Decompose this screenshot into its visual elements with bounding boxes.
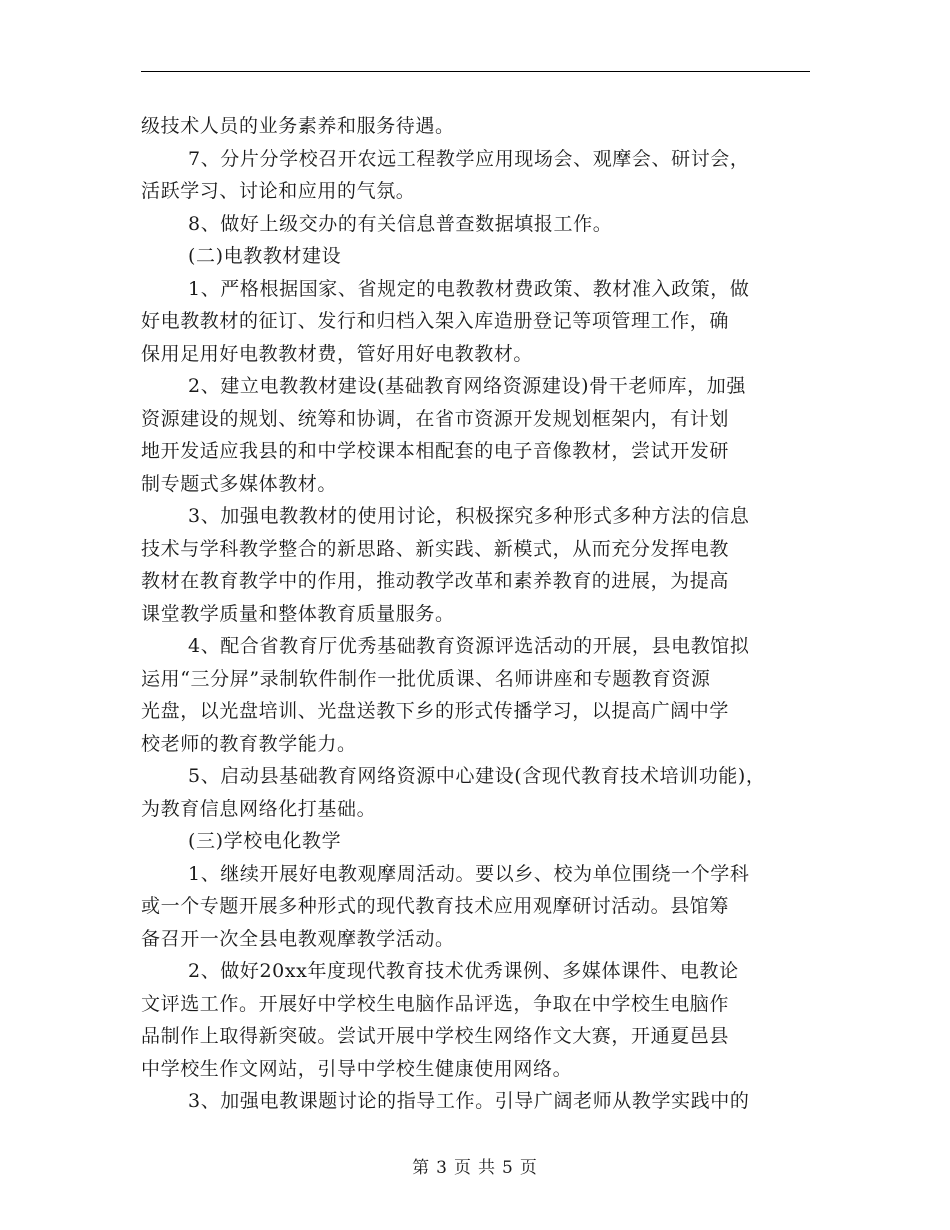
footer-suffix: 页 — [519, 1158, 538, 1178]
page-footer — [0, 1153, 950, 1178]
text-line: 品制作上取得新突破。尝试开展中学校生网络作文大赛，开通夏邑县 — [141, 1025, 730, 1047]
text-line: 为教育信息网络化打基础。 — [141, 797, 377, 820]
footer-total-pages: 5 — [502, 1158, 514, 1178]
text-line: 8、做好上级交办的有关信息普查数据填报工作。 — [188, 212, 613, 235]
text-line: 活跃学习、讨论和应用的气氛。 — [141, 180, 416, 202]
text-line: 课堂教学质量和整体教育质量服务。 — [141, 602, 455, 625]
text-line: 3、加强电教课题讨论的指导工作。引导广阔老师从教学实践中的 — [188, 1090, 750, 1112]
text-line: 3、加强电教教材的使用讨论，积极探究多种形式多种方法的信息 — [188, 505, 750, 527]
document-body — [141, 110, 821, 1118]
text-line: 文评选工作。开展好中学校生电脑作品评选，争取在中学校生电脑作 — [141, 992, 730, 1015]
text-line: 备召开一次全县电教观摩教学活动。 — [141, 927, 455, 950]
text-line: 教材在教育教学中的作用，推动教学改革和素养教育的进展，为提高 — [141, 570, 730, 592]
text-line: (三)学校电化教学 — [188, 830, 342, 852]
text-line: 2、做好20xx年度现代教育技术优秀课例、多媒体课件、电教论 — [188, 960, 739, 982]
text-line: 7、分片分学校召开农远工程教学应用现场会、观摩会、研讨会， — [188, 147, 750, 170]
text-line: 2、建立电教教材建设(基础教育网络资源建设)骨干老师库，加强 — [188, 375, 746, 397]
footer-prefix: 第 — [412, 1158, 431, 1178]
text-line: 技术与学科教学整合的新思路、新实践、新模式，从而充分发挥电教 — [141, 537, 730, 560]
text-line: 1、严格根据国家、省规定的电教教材费政策、教材准入政策，做 — [188, 277, 750, 300]
text-line: 1、继续开展好电教观摩周活动。要以乡、校为单位围绕一个学科 — [188, 862, 750, 885]
header-rule — [141, 71, 810, 72]
text-line: 地开发适应我县的和中学校课本相配套的电子音像教材，尝试开发研 — [141, 440, 730, 462]
text-line: 校老师的教育教学能力。 — [141, 732, 357, 755]
text-line: (二)电教教材建设 — [188, 245, 342, 267]
text-line: 好电教教材的征订、发行和归档入架入库造册登记等项管理工作，确 — [141, 310, 730, 332]
text-line: 光盘，以光盘培训、光盘送教下乡的形式传播学习，以提高广阔中学 — [141, 700, 730, 722]
text-line: 级技术人员的业务素养和服务待遇。 — [141, 115, 455, 137]
text-line: 或一个专题开展多种形式的现代教育技术应用观摩研讨活动。县馆筹 — [141, 895, 730, 917]
text-line: 4、配合省教育厅优秀基础教育资源评选活动的开展，县电教馆拟 — [188, 635, 750, 657]
text-line: 保用足用好电教教材费，管好用好电教教材。 — [141, 342, 534, 365]
text-line: 中学校生作文网站，引导中学校生健康使用网络。 — [141, 1057, 573, 1080]
footer-current-page: 3 — [436, 1158, 448, 1178]
footer-total-prefix: 共 — [478, 1158, 496, 1178]
text-line: 运用“三分屏”录制软件制作一批优质课、名师讲座和专题教育资源 — [141, 667, 711, 690]
text-line: 制专题式多媒体教材。 — [141, 472, 338, 495]
footer-page-word: 页 — [454, 1158, 472, 1178]
text-line: 5、启动县基础教育网络资源中心建设(含现代教育技术培训功能)， — [188, 765, 766, 787]
text-line: 资源建设的规划、统筹和协调，在省市资源开发规划框架内，有计划 — [141, 407, 730, 430]
